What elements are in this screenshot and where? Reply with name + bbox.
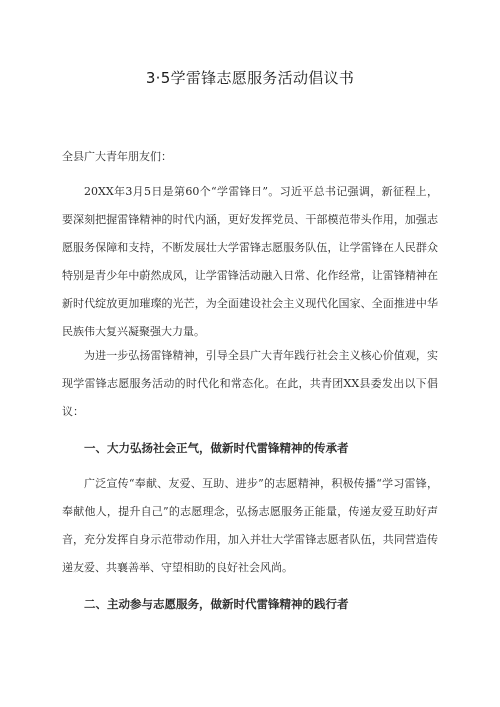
section-heading-2: 二、主动参与志愿服务，做新时代雷锋精神的践行者 [84, 597, 349, 611]
paragraph-purpose: 为进一步弘扬雷锋精神，引导全县广大青年践行社会主义核心价值观，实现学雷锋志愿服务活动的时代化和常态化。在此，共青团XX县委发出以下倡议： [62, 349, 438, 418]
paragraph-intro: 20XX年3月5日是第60个“学雷锋日”。习近平总书记强调，新征程上，要深刻把握雷锋精神的时代内涵，更好发挥党员、干部模范带头作用，加强志愿服务保障和支持，不断发展壮大学雷锋志愿服务队伍，让学雷锋在人民群众特别是青少年中蔚然成风，让学雷锋活动融入日常、化作经常，让雷锋精神在新时代绽放更加璀璨的光芒，为全面建设社会主义现代化国家、全面推进中华民族伟大复兴凝聚强大力量。 [62, 185, 438, 338]
section-heading-1: 一、大力弘扬社会正气，做新时代雷锋精神的传承者 [84, 441, 349, 455]
salutation: 全县广大青年朋友们： [62, 150, 172, 163]
document-title: 3·5学雷锋志愿服务活动倡议书 [145, 69, 355, 87]
paragraph-section-1: 广泛宣传“奉献、友爱、互助、进步”的志愿精神，积极传播“学习雷锋，奉献他人，提升自己”的志愿理念，弘扬志愿服务正能量，传递友爱互助好声音，充分发挥自身示范带动作用，加入并壮大学雷锋志愿者队伍，共同营造传递友爱、共襄善举、守望相助的良好社会风尚。 [62, 477, 438, 574]
